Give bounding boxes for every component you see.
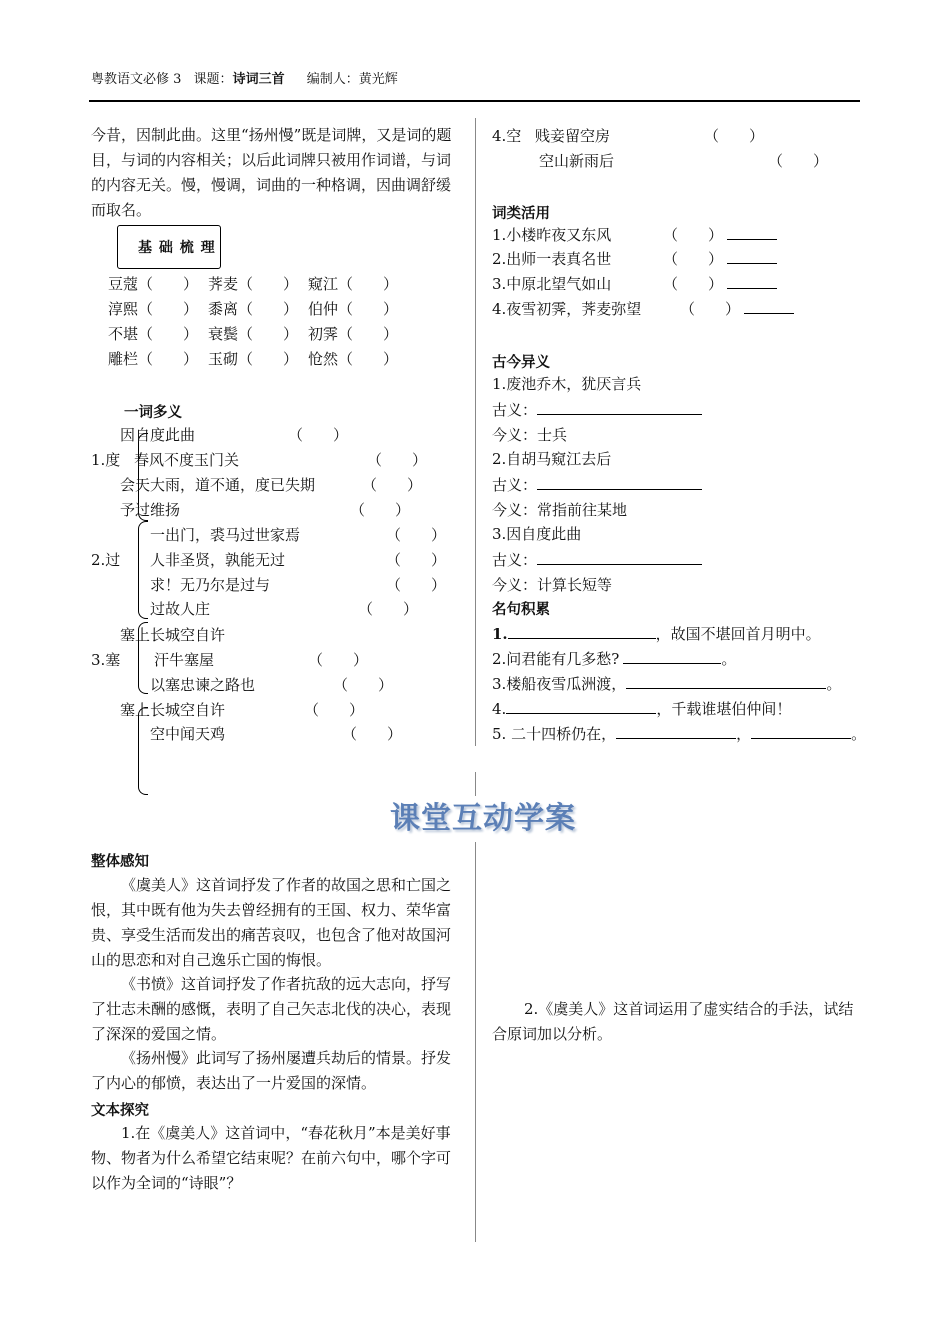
gu-label: 古义： [492,551,538,569]
answer-blank[interactable] [727,274,777,289]
answer-blank[interactable] [623,649,721,664]
quote-number: 4. [492,700,507,718]
answer-blank[interactable] [537,475,702,490]
pron-item: 不堪（ ） [108,325,199,343]
quote-line [492,722,866,747]
poly-paren: （ ） [704,127,765,145]
ancient-gu [492,548,702,573]
poly-sentence: 过故人庄 [150,600,211,618]
pron-item: 荠麦（ ） [208,275,299,293]
poly-paren: （ ） [308,651,369,669]
wordclass-item [492,272,611,297]
explore-q1: 1.在《虞美人》这首词中，“春花秋月”本是美好事物、物者为什么希望它结束呢？在前六句中，哪个字可以作为全词的“诗眼”？ [91,1124,452,1192]
poly-sentence: 予过维扬 [120,501,181,519]
author-name: 黄光辉 [358,72,398,87]
topic-label: 课题： [193,72,233,87]
poly-sentence: 空中闻天鸡 [150,725,226,743]
gu-label: 古义： [492,401,538,419]
quote-line [492,647,736,672]
poly-paren: （ ） [288,426,349,444]
ancient-gu [492,398,702,423]
overall-para-3: 《扬州慢》此词写了扬州屡遭兵劫后的情景。抒发了内心的郁愤，表达出了一片爱国的深情。 [91,1049,452,1092]
paren: （ ） [663,226,724,244]
poly-line [154,648,214,673]
poly-line [120,498,180,523]
quote-line [492,672,841,697]
poly-sentence: 以塞忠谏之路也 [150,676,256,694]
ancient-jin: 今义：常指前往某地 [492,501,628,519]
quote-text: 。 [851,725,867,743]
pron-row-2 [108,297,398,322]
explore-q2: 2.《虞美人》这首词运用了虚实结合的手法，试结合原词加以分析。 [492,1000,854,1043]
poly-sentence: 求！无乃尔是过与 [150,576,271,594]
poly-paren: （ ） [768,152,829,170]
quote-text: 。 [826,675,842,693]
poly-paren: （ ） [386,526,447,544]
poly-sentence: 人非圣贤，孰能无过 [150,551,286,569]
section-title: 课堂互动学案 [390,801,576,836]
quote-text: 5. 二十四桥仍在， [492,725,617,743]
poly-line [120,473,315,498]
poly-line [120,423,195,448]
quote-text: ，千载谁堪伯仲间！ [656,700,792,718]
overall-para-2: 《书愤》这首词抒发了作者抗敌的远大志向，抒写了壮志未酬的感慨，表明了自己矢志北伐的决心，表现了深深的爱国之情。 [91,975,452,1043]
poly-line [150,673,255,698]
wordclass-item [492,223,611,248]
poly-sentence: 塞上长城空自许 [120,701,226,719]
column-divider-top [475,118,476,746]
ancient-title: 古今异义 [492,355,550,371]
quote-text: ，故国不堪回首月明中。 [655,625,821,643]
poly-paren: （ ） [342,725,403,743]
pron-item: 淳熙（ ） [108,300,199,318]
paren: （ ） [663,275,724,293]
ancient-jin: 今义：士兵 [492,426,568,444]
answer-blank[interactable] [744,299,794,314]
wordclass-title: 词类活用 [492,206,550,222]
poly-sentence: 春风不度玉门关 [134,451,240,469]
column-divider-bottom [475,842,476,1242]
gu-label: 古义： [492,476,538,494]
poly-line [150,722,225,747]
brace-guo [138,521,148,619]
wordclass-item [492,297,641,322]
ancient-question: 1.废池乔木，犹厌言兵 [492,375,642,393]
header-rule [89,100,860,102]
poly-sentence: 因自度此曲 [120,426,196,444]
overall-title: 整体感知 [91,854,149,870]
ancient-question: 3.因自度此曲 [492,525,582,543]
answer-blank[interactable] [537,550,702,565]
quote-text: 。 [721,650,737,668]
answer-blank[interactable] [537,400,702,415]
paren: （ ） [680,300,741,318]
wordclass-paren [663,223,777,248]
ancient-jin: 今义：计算长短等 [492,576,613,594]
poly-paren: （ ） [358,600,419,618]
wordclass-sentence: 4.夜雪初霁，荠麦弥望 [492,300,642,318]
course-name: 粤教语文必修 3 [91,72,182,87]
poly-sentence: 塞上长城空自许 [120,626,226,644]
poly-line [120,698,225,723]
poly-line: 空山新雨后 [539,152,615,170]
poly-sentence: 汗牛塞屋 [154,651,215,669]
pron-item: 玉砌（ ） [208,350,299,368]
wordclass-sentence: 1.小楼昨夜又东风 [492,226,612,244]
page-header [91,68,398,87]
pron-row-4 [108,347,398,372]
poly-paren: （ ） [333,676,394,694]
poly-line [150,597,210,622]
answer-blank[interactable] [751,724,851,739]
quote-text: 3.楼船夜雪瓜洲渡， [492,675,627,693]
poly-label-guo: 2.过 [91,551,121,569]
quote-line [492,622,821,647]
pron-item: 衰鬓（ ） [208,325,299,343]
intro-paragraph: 今昔，因制此曲。这里“扬州慢”既是词牌，又是词的题目，与词的内容相关；以后此词牌只被用作词谱，与词的内容无关。慢，慢调，词曲的一种格调，因曲调舒缓而取名。 [91,126,452,219]
poly-sentence: 会天大雨，道不通，度已失期 [120,476,316,494]
paren: （ ） [663,250,724,268]
poly-paren: （ ） [362,476,423,494]
poly-line: 贱妾留空房 [535,127,611,145]
quotes-title: 名句积累 [492,602,550,618]
poly-line [150,573,270,598]
quote-text: 2.问君能有几多愁? [492,650,620,668]
pron-item: 黍离（ ） [208,300,299,318]
pron-item: 怆然（ ） [308,350,399,368]
pron-item: 初霁（ ） [308,325,399,343]
wordclass-item [492,247,611,272]
wordclass-paren [663,272,777,297]
poly-paren: （ ） [304,701,365,719]
wordclass-paren [663,247,777,272]
poly-line [120,623,225,648]
pron-row-1 [108,272,398,297]
poly-line [150,548,285,573]
poly-line [134,448,239,473]
explore-title: 文本探究 [91,1103,149,1119]
pron-item: 伯仲（ ） [308,300,399,318]
author-label: 编制人： [306,72,359,87]
ancient-gu [492,473,702,498]
poly-label-du: 1.度 [91,451,121,469]
basic-review-title: 基 础 梳 理 [138,240,216,256]
pron-row-3 [108,322,398,347]
poly-line [150,523,300,548]
answer-blank[interactable] [626,674,826,689]
poly-paren: （ ） [350,501,411,519]
answer-blank[interactable] [727,249,777,264]
poly-paren: （ ） [367,451,428,469]
answer-blank[interactable] [727,225,777,240]
ancient-question: 2.自胡马窥江去后 [492,450,612,468]
pron-item: 豆蔻（ ） [108,275,199,293]
polysemy-title: 一词多义 [124,405,182,421]
quote-line [492,697,791,722]
wordclass-sentence: 3.中原北望气如山 [492,275,612,293]
answer-blank[interactable] [616,724,736,739]
topic-title: 诗词三首 [232,72,285,87]
quote-text: ， [736,725,752,743]
answer-blank[interactable] [508,624,656,639]
wordclass-sentence: 2.出师一表真名世 [492,250,612,268]
quote-number: 1. [492,625,508,643]
answer-blank[interactable] [506,699,656,714]
poly-sentence: 一出门，裘马过世家焉 [150,526,301,544]
overall-para-1: 《虞美人》这首词抒发了作者的故国之思和亡国之恨，其中既有他为失去曾经拥有的王国、权力、荣华富贵、享受生活而发出的痛苦哀叹，也包含了他对故国河山的思恋和对自己逸乐亡国的悔恨。 [91,876,452,969]
poly-paren: （ ） [386,551,447,569]
wordclass-paren [680,297,794,322]
pron-item: 窥江（ ） [308,275,399,293]
poly-paren: （ ） [386,576,447,594]
poly-label-kong: 4.空 [492,127,522,145]
poly-label-sai: 3.塞 [91,651,121,669]
pron-item: 雕栏（ ） [108,350,199,368]
